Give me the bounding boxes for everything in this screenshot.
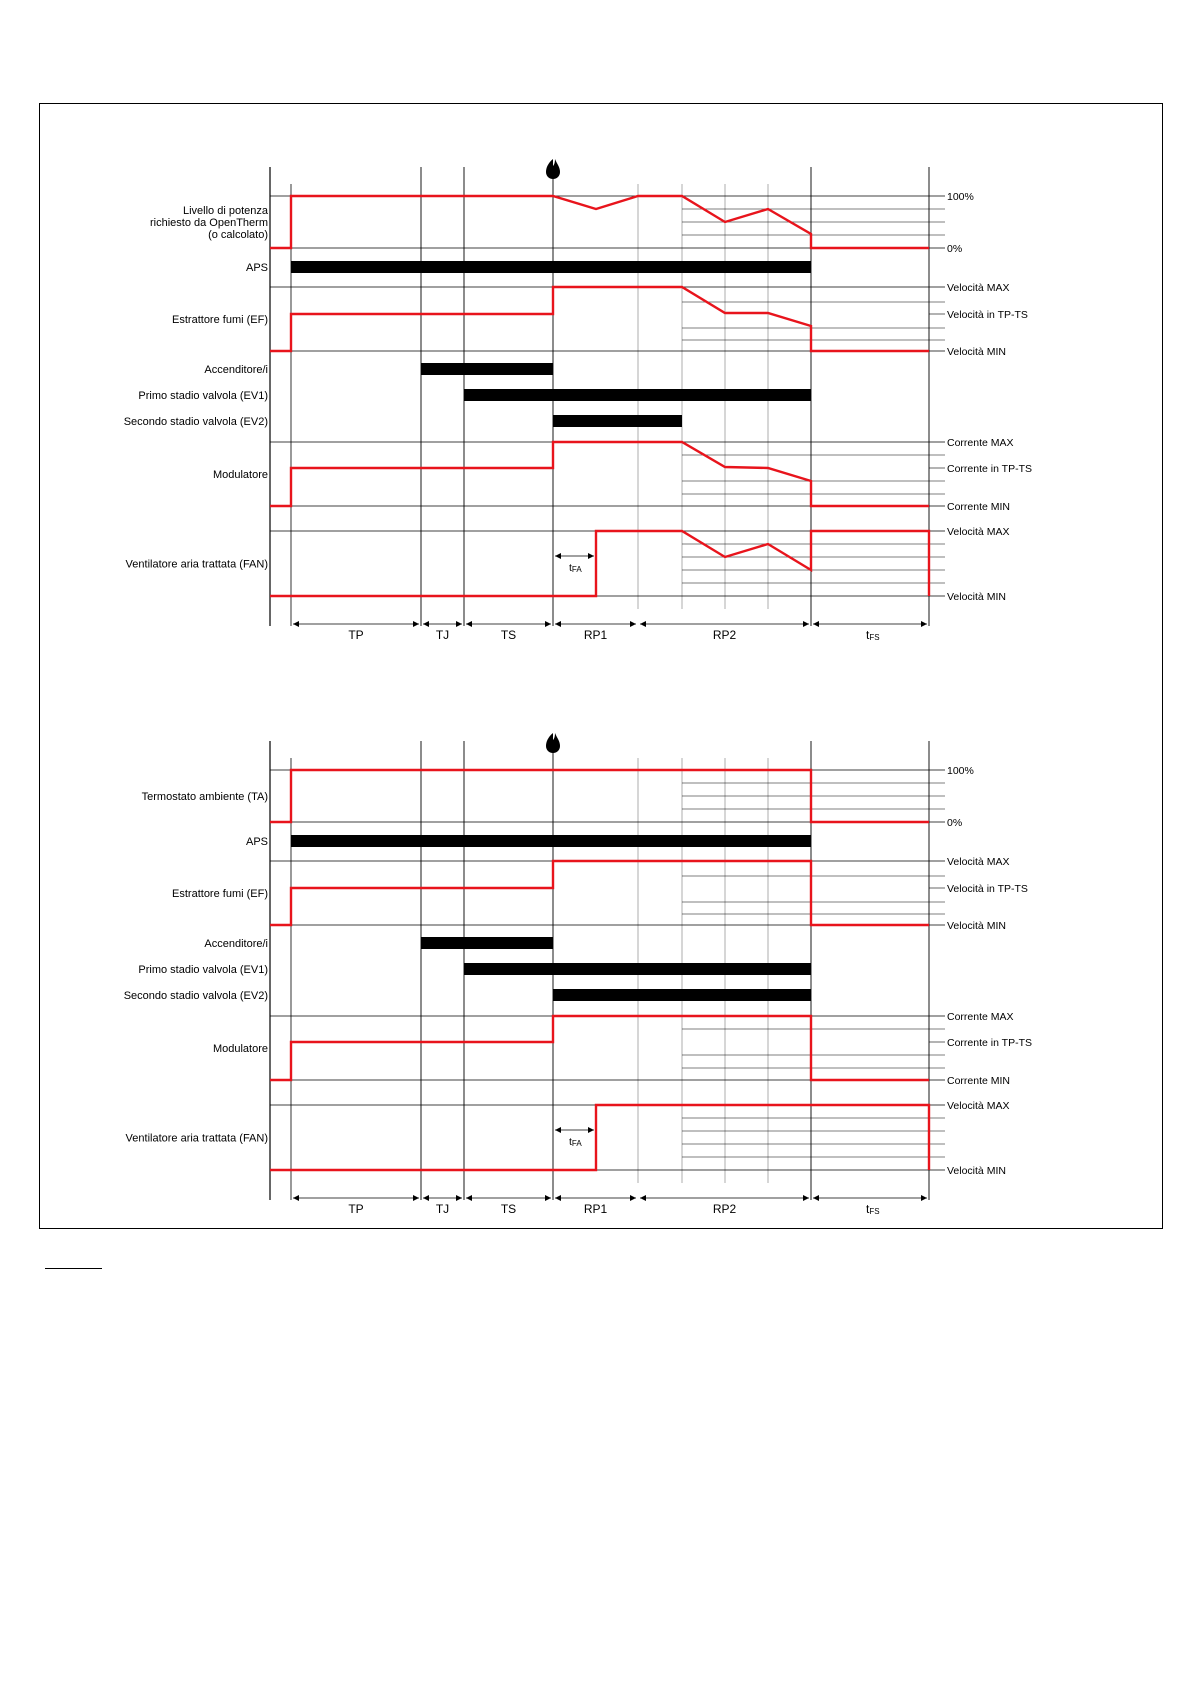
phase-label-tfs: tFS	[866, 628, 880, 642]
footer-rule	[45, 1268, 102, 1269]
opentherm-mod-mid-label: Corrente in TP-TS	[947, 463, 1032, 475]
tfa-label: tFA	[569, 1136, 582, 1148]
thermostat-ta-top-label: 100%	[947, 765, 974, 777]
opentherm-aps-label: APS	[245, 262, 268, 274]
opentherm-fan-top-label: Velocità MAX	[947, 526, 1010, 538]
tfs-sub: FS	[869, 1207, 880, 1216]
thermostat-ef-label: Estrattore fumi (EF)	[172, 888, 268, 900]
opentherm-ef-signal	[270, 287, 929, 351]
thermostat-aps-label: APS	[245, 836, 268, 848]
opentherm-power-top-label: 100%	[947, 191, 974, 203]
opentherm-fan-bottom-label: Velocità MIN	[947, 591, 1006, 603]
opentherm-ev2-bar	[553, 415, 682, 427]
thermostat-ev1-bar	[464, 963, 811, 975]
thermostat-mod-label: Modulatore	[212, 1043, 268, 1055]
opentherm-ef-label: Estrattore fumi (EF)	[172, 314, 268, 326]
thermostat-ef-bottom-label: Velocità MIN	[947, 920, 1006, 932]
thermostat-aps-bar	[291, 835, 811, 847]
thermostat-ev1-label: Primo stadio valvola (EV1)	[138, 964, 268, 976]
opentherm-mod-label: Modulatore	[212, 469, 268, 481]
phase-label-tfs: tFS	[866, 1202, 880, 1216]
thermostat-ign-label: Accenditore/i	[204, 938, 268, 950]
opentherm-ev1-label: Primo stadio valvola (EV1)	[138, 390, 268, 402]
tfs-sub: FS	[869, 633, 880, 642]
tfa-sub: FA	[571, 565, 582, 574]
thermostat-ev2-label: Secondo stadio valvola (EV2)	[123, 990, 268, 1002]
opentherm-ef-top-label: Velocità MAX	[947, 282, 1010, 294]
thermostat-ef-top-label: Velocità MAX	[947, 856, 1010, 868]
thermostat-fan-bottom-label: Velocità MIN	[947, 1165, 1006, 1177]
phase-label: RP1	[583, 1202, 608, 1216]
thermostat-ta-label: Termostato ambiente (TA)	[141, 791, 268, 803]
thermostat-ev2-bar	[553, 989, 811, 1001]
opentherm-fan-label: Ventilatore aria trattata (FAN)	[125, 558, 268, 571]
opentherm-aps-bar	[291, 261, 811, 273]
opentherm-ign-label: Accenditore/i	[204, 364, 268, 376]
opentherm-ev2-label: Secondo stadio valvola (EV2)	[123, 416, 268, 428]
tfa-label: tFA	[569, 562, 582, 574]
opentherm-power-label: (o calcolato)	[208, 229, 268, 241]
opentherm-mod-top-label: Corrente MAX	[947, 437, 1014, 449]
phase-label: TJ	[435, 628, 450, 642]
thermostat-mod-bottom-label: Corrente MIN	[947, 1075, 1011, 1087]
tfa-sub: FA	[571, 1139, 582, 1148]
timing-diagrams	[40, 104, 1162, 1228]
thermostat-fan-label: Ventilatore aria trattata (FAN)	[125, 1132, 268, 1145]
thermostat-mod-signal	[270, 1016, 929, 1080]
thermostat-mod-top-label: Corrente MAX	[947, 1011, 1014, 1023]
opentherm-mod-signal	[270, 442, 929, 506]
opentherm-ef-bottom-label: Velocità MIN	[947, 346, 1006, 358]
phase-label: RP2	[712, 1202, 737, 1216]
opentherm-power-bottom-label: 0%	[947, 243, 963, 255]
opentherm-mod-bottom-label: Corrente MIN	[947, 501, 1011, 513]
thermostat-fan-top-label: Velocità MAX	[947, 1100, 1010, 1112]
phase-label: TS	[500, 1202, 517, 1216]
phase-label: TP	[348, 628, 364, 642]
opentherm-ign-bar	[421, 363, 553, 375]
opentherm-power-label: Livello di potenza	[182, 205, 268, 217]
phase-label: TS	[500, 628, 517, 642]
opentherm-ef-mid-label: Velocità in TP-TS	[947, 309, 1028, 321]
phase-label: TP	[348, 1202, 364, 1216]
figure-frame	[39, 103, 1163, 1229]
thermostat-fan-signal	[270, 1105, 929, 1170]
thermostat-ta-bottom-label: 0%	[947, 817, 963, 829]
thermostat-mod-mid-label: Corrente in TP-TS	[947, 1037, 1032, 1049]
opentherm-fan-signal	[270, 531, 929, 596]
phase-label: TJ	[435, 1202, 450, 1216]
thermostat-ef-mid-label: Velocità in TP-TS	[947, 883, 1028, 895]
opentherm-power-label: richiesto da OpenTherm	[150, 217, 268, 229]
phase-label: RP1	[583, 628, 608, 642]
opentherm-ev1-bar	[464, 389, 811, 401]
phase-label: RP2	[712, 628, 737, 642]
thermostat-ef-signal	[270, 861, 929, 925]
thermostat-ign-bar	[421, 937, 553, 949]
